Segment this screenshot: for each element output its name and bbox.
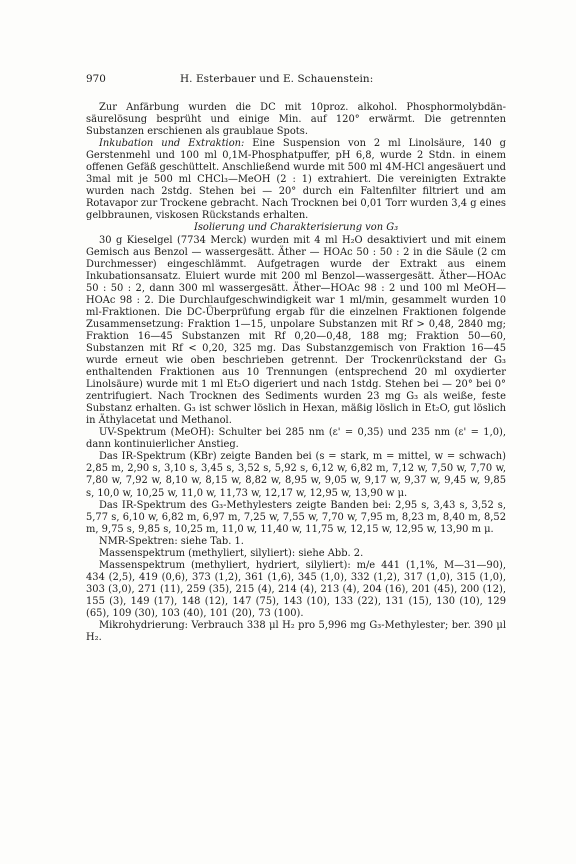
run-in-heading: Inkubation und Extraktion: xyxy=(99,138,245,150)
section-heading: Isolierung und Charakterisierung von G₃ xyxy=(193,222,399,234)
paragraph-uv-spectrum: UV-Spektrum (MeOH): Schulter bei 285 nm (ε' = 0,35) und 235 nm (ε' = 1,0), dann kontinuierlicher Anstieg. xyxy=(86,427,506,451)
paragraph-ir-spectrum: Das IR-Spektrum (KBr) zeigte Banden bei (s = stark, m = mittel, w = schwach) 2,85 m, 2,90 s, 3,10 s, 3,45 s, 3,52 s, 5,92 s, 6,12 w, 6,82 m, 7,12 w, 7,50 w, 7,70 w, 7,80 w, 7,92 w, 8,10 w, 8,15 w, 8,82 w, 8,95 w, 9,05 w, 9,17 w, 9,37 w, 9,45 w, 9,85 s, 10,0 w, 10,25 w, 11,0 w, 11,73 w, 12,17 w, 12,95 w, 13,90 w μ. xyxy=(86,451,506,499)
page-number: 970 xyxy=(86,73,106,85)
paragraph-mass-spectrum: Massenspektrum (methyliert, silyliert): siehe Abb. 2. xyxy=(99,547,364,559)
paragraph-incubation xyxy=(86,138,506,222)
running-head-authors: H. Esterbauer und E. Schauenstein: xyxy=(180,73,374,85)
paragraph-ir-methylester: Das IR-Spektrum des G₃-Methylesters zeigte Banden bei: 2,95 s, 3,43 s, 3,52 s, 5,77 s, 6,10 w, 6,82 m, 6,97 m, 7,25 w, 7,55 w, 7,70 w, 7,95 m, 8,23 m, 8,40 m, 8,52 m, 9,75 s, 9,85 s, 10,25 m, 11,0 w, 11,40 w, 11,75 w, 12,15 w, 12,95 w, 13,90 m μ. xyxy=(86,499,506,535)
paragraph-microhydrogenation: Mikrohydrierung: Verbrauch 338 μl H₂ pro 5,996 mg G₃-Methylester; ber. 390 μl H₂. xyxy=(86,620,506,644)
paragraph-staining: Zur Anfärbung wurden die DC mit 10proz. alkohol. Phosphormolybdänsäurelösung besprüht und einige Min. auf 120° erwärmt. Die getrennten Substanzen erschienen als graublaue Spots. xyxy=(86,102,506,138)
article-body xyxy=(86,102,506,644)
paragraph-mass-spectrum-detail: Massenspektrum (methyliert, hydriert, silyliert): m/e 441 (1,1%, M—31—90), 434 (2,5), 419 (0,6), 373 (1,2), 361 (1,6), 345 (1,0), 332 (1,2), 317 (1,0), 315 (1,0), 303 (3,0), 271 (11), 259 (35), 215 (4), 214 (4), 213 (4), 204 (16), 201 (45), 200 (12), 155 (3), 149 (17), 148 (12), 147 (75), 143 (10), 133 (22), 131 (15), 130 (10), 129 (65), 109 (30), 103 (40), 101 (20), 73 (100). xyxy=(86,559,506,619)
paragraph-incubation-text: Eine Suspension von 2 ml Linolsäure, 140 g Gerstenmehl und 100 ml 0,1M-Phosphatpuffer, pH 6,8, wurde 2 Stdn. in einem offenen Gefäß geschüttelt. Anschließend wurde mit 500 ml 4M-HCl angesäuert und 3mal mit je 500 ml CHCl₃—MeOH (2 : 1) extrahiert. Die vereinigten Extrakte wurden nach 2stdg. Stehen bei — 20° durch ein Faltenfilter filtriert und am Rotavapor zur Trockene gebracht. Nach Trocknen bei 0,01 Torr wurden 3,4 g eines gelbbraunen, viskosen Rückstands erhalten. xyxy=(86,138,506,222)
paragraph-nmr: NMR-Spektren: siehe Tab. 1. xyxy=(99,535,244,547)
paragraph-isolation: 30 g Kieselgel (7734 Merck) wurden mit 4 ml H₂O desaktiviert und mit einem Gemisch aus Benzol — wassergesätt. Äther — HOAc 50 : 50 : 2 in die Säule (2 cm Durchmesser) eingeschlämmt. Aufgetragen wurde der Extrakt aus einem Inkubationsansatz. Eluiert wurde mit 200 ml Benzol—wassergesätt. Äther—HOAc 50 : 50 : 2, dann 300 ml wassergesätt. Äther—HOAc 98 : 2 und 100 ml MeOH—HOAc 98 : 2. Die Durchlaufgeschwindigkeit war 1 ml/min, gesammelt wurden 10 ml-Fraktionen. Die DC-Überprüfung ergab für die einzelnen Fraktionen folgende Zusammensetzung: Fraktion 1—15, unpolare Substanzen mit Rf > 0,48, 2840 mg; Fraktion 16—45 Substanzen mit Rf 0,20—0,48, 188 mg; Fraktion 50—60, Substanzen mit Rf < 0,20, 325 mg. Das Substanzgemisch von Fraktion 16—45 wurde erneut wie oben beschrieben getrennt. Der Trockenrückstand der G₃ enthaltenden Fraktionen aus 10 Trennungen (entsprechend 20 ml oxydierter Linolsäure) wurde mit 1 ml Et₂O digeriert und nach 1stdg. Stehen bei — 20° bei 0° zentrifugiert. Nach Trocknen des Sediments wurden 23 mg G₃ als weiße, feste Substanz erhalten. G₃ ist schwer löslich in Hexan, mäßig löslich in Et₂O, gut löslich in Äthylacetat und Methanol. xyxy=(86,234,506,427)
